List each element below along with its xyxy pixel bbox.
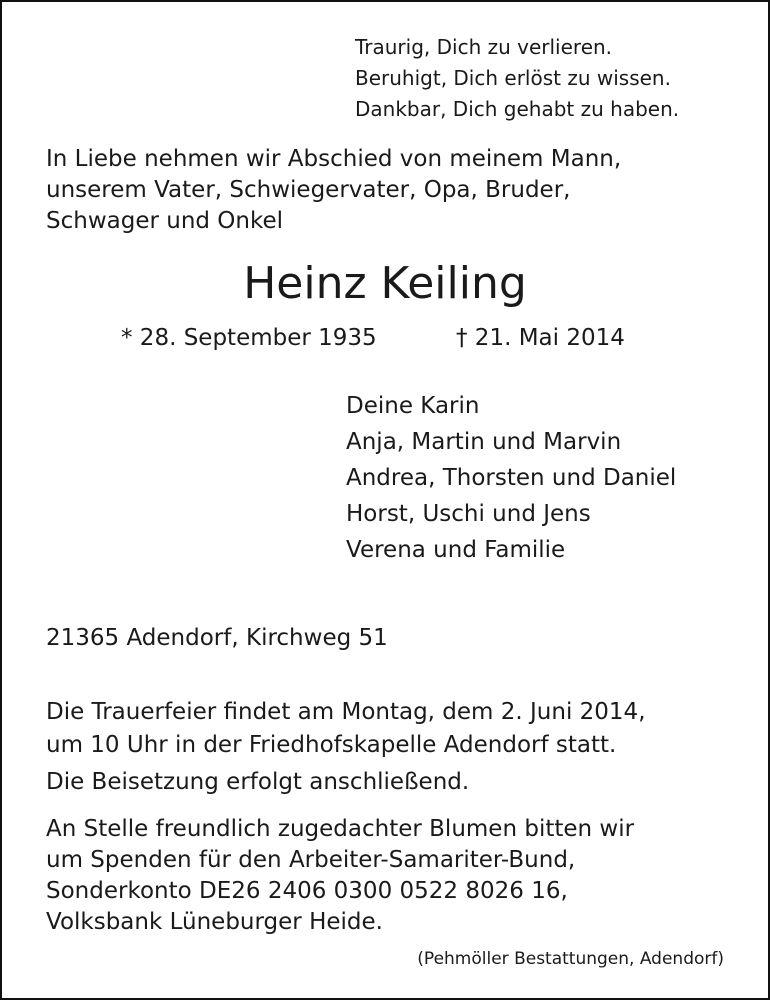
donation-line: Volksbank Lüneburger Heide. <box>46 909 383 935</box>
deceased-name: Heinz Keiling <box>243 258 527 309</box>
intro-line: In Liebe nehmen wir Abschied von meinem Mann, <box>46 146 622 172</box>
mourner-entry: Anja, Martin und Marvin <box>346 429 622 455</box>
mourner-entry: Verena und Familie <box>346 537 566 563</box>
verse-line: Traurig, Dich zu verlieren. <box>355 35 613 59</box>
memorial-verse <box>355 32 679 125</box>
mourner-entry: Deine Karin <box>346 393 480 419</box>
burial-info: Die Beisetzung erfolgt anschließend. <box>46 769 470 795</box>
death-date: † 21. Mai 2014 <box>456 325 625 351</box>
funeral-service-info <box>46 696 646 762</box>
donation-line: Sonderkonto DE26 2406 0300 0522 8026 16, <box>46 878 568 904</box>
mourner-entry: Horst, Uschi und Jens <box>346 501 591 527</box>
mourners-list <box>346 388 676 568</box>
funeral-home-credit: (Pehmöller Bestattungen, Adendorf) <box>417 949 724 969</box>
donation-line: An Stelle freundlich zugedachter Blumen bitten wir <box>46 816 635 842</box>
ceremony-line: um 10 Uhr in der Friedhofskapelle Adendorf statt. <box>46 732 617 758</box>
donation-line: um Spenden für den Arbeiter-Samariter-Bund, <box>46 847 576 873</box>
intro-line: Schwager und Onkel <box>46 208 284 234</box>
verse-line: Beruhigt, Dich erlöst zu wissen. <box>355 66 671 90</box>
farewell-intro <box>46 144 621 237</box>
birth-date: * 28. September 1935 <box>121 325 377 351</box>
family-address: 21365 Adendorf, Kirchweg 51 <box>46 625 388 651</box>
intro-line: unserem Vater, Schwiegervater, Opa, Bruder, <box>46 177 571 203</box>
ceremony-line: Die Trauerfeier findet am Montag, dem 2. Juni 2014, <box>46 699 646 725</box>
verse-line: Dankbar, Dich gehabt zu haben. <box>355 97 680 121</box>
mourner-entry: Andrea, Thorsten und Daniel <box>346 465 677 491</box>
donation-request <box>46 814 634 938</box>
